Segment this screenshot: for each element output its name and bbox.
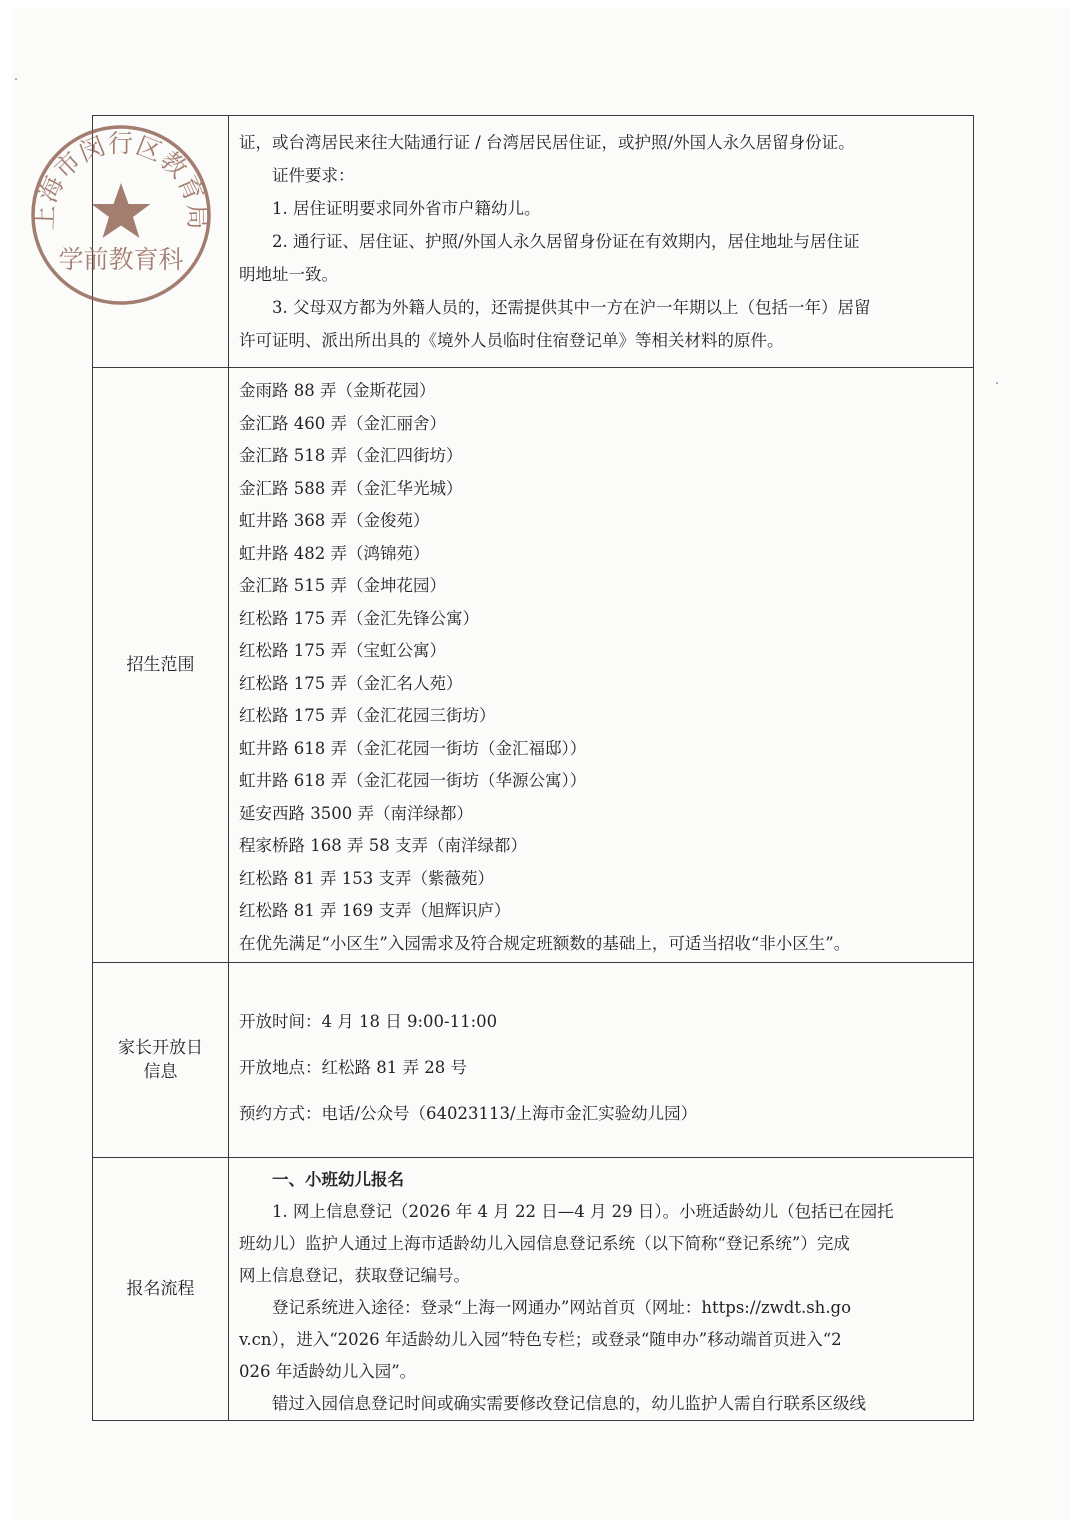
text-line: 证件要求： bbox=[272, 166, 355, 185]
documents-content bbox=[229, 116, 974, 368]
text-line: 2. 通行证、居住证、护照/外国人永久居留身份证在有效期内，居住地址与居住证 bbox=[272, 232, 860, 251]
text-line: 明地址一致。 bbox=[239, 265, 338, 284]
label-line: 信息 bbox=[143, 1062, 178, 1082]
address-line: 虹井路 618 弄（金汇花园一街坊（金汇福邸）） bbox=[239, 738, 587, 758]
table-row-enrollment-scope bbox=[93, 368, 974, 963]
text-line: 登记系统进入途径：登录“上海一网通办”网站首页（网址：https://zwdt.sh.go bbox=[272, 1298, 852, 1317]
text-line: 026 年适龄幼儿入园”。 bbox=[239, 1362, 417, 1381]
booking-method: 预约方式：电话/公众号（64023113/上海市金汇实验幼儿园） bbox=[239, 1104, 698, 1123]
text-line: 1. 居住证明要求同外省市户籍幼儿。 bbox=[272, 199, 541, 218]
text-line: 班幼儿）监护人通过上海市适龄幼儿入园信息登记系统（以下简称“登记系统”）完成 bbox=[239, 1234, 850, 1253]
scan-speck bbox=[996, 382, 998, 384]
address-line: 红松路 175 弄（金汇先锋公寓） bbox=[239, 608, 479, 628]
section-heading: 一、小班幼儿报名 bbox=[272, 1170, 404, 1189]
row-label-enrollment-scope: 招生范围 bbox=[93, 368, 229, 963]
seal-top-text: 上海市闵行区教育局 bbox=[29, 129, 213, 231]
address-line: 金汇路 518 弄（金汇四街坊） bbox=[239, 446, 463, 465]
seal-bottom-text: 学前教育科 bbox=[58, 245, 184, 274]
address-line: 金汇路 460 弄（金汇丽舍） bbox=[239, 413, 446, 433]
text-line: 证，或台湾居民来往大陆通行证 / 台湾居民居住证，或护照/外国人永久居留身份证。 bbox=[239, 133, 855, 152]
scope-note: 在优先满足“小区生”入园需求及符合规定班额数的基础上，可适当招收“非小区生”。 bbox=[239, 933, 851, 953]
address-line: 金雨路 88 弄（金斯花园） bbox=[239, 381, 436, 400]
open-time: 开放时间：4 月 18 日 9:00-11:00 bbox=[239, 1012, 498, 1031]
registration-content bbox=[229, 1158, 974, 1421]
text-line: 错过入园信息登记时间或确实需要修改登记信息的，幼儿监护人需自行联系区级线 bbox=[272, 1394, 866, 1413]
text-line: 许可证明、派出所出具的《境外人员临时住宿登记单》等相关材料的原件。 bbox=[239, 331, 784, 350]
table-row-open-day bbox=[93, 963, 974, 1158]
text-line: v.cn），进入“2026 年适龄幼儿入园”特色专栏；或登录“随申办”移动端首页进入“2 bbox=[239, 1330, 842, 1349]
address-line: 程家桥路 168 弄 58 支弄（南洋绿都） bbox=[239, 836, 527, 855]
label-line: 家长开放日 bbox=[118, 1038, 203, 1058]
text-line: 3. 父母双方都为外籍人员的，还需提供其中一方在沪一年期以上（包括一年）居留 bbox=[272, 298, 871, 317]
row-label-registration: 报名流程 bbox=[93, 1158, 229, 1421]
open-day-content bbox=[229, 963, 974, 1158]
row-label-empty bbox=[93, 116, 229, 368]
address-line: 虹井路 618 弄（金汇花园一街坊（华源公寓）） bbox=[239, 771, 587, 790]
address-line: 红松路 175 弄（金汇花园三街坊） bbox=[239, 706, 496, 725]
address-line: 红松路 81 弄 153 支弄（紫薇苑） bbox=[239, 868, 494, 888]
address-line: 红松路 175 弄（金汇名人苑） bbox=[239, 673, 463, 693]
text-line: 网上信息登记，获取登记编号。 bbox=[239, 1266, 470, 1285]
admission-info-table bbox=[92, 115, 974, 1421]
address-line: 延安西路 3500 弄（南洋绿都） bbox=[239, 803, 473, 823]
scan-speck bbox=[15, 78, 17, 80]
table-row-documents bbox=[93, 116, 974, 368]
row-label-open-day bbox=[93, 963, 229, 1158]
address-line: 金汇路 515 弄（金坤花园） bbox=[239, 576, 446, 595]
address-line: 虹井路 482 弄（鸿锦苑） bbox=[239, 543, 430, 563]
table-row-registration bbox=[93, 1158, 974, 1421]
address-line: 红松路 81 弄 169 支弄（旭辉识庐） bbox=[239, 901, 511, 920]
address-line: 红松路 175 弄（宝虹公寓） bbox=[239, 641, 446, 660]
address-line: 虹井路 368 弄（金俊苑） bbox=[239, 511, 430, 530]
open-location: 开放地点：红松路 81 弄 28 号 bbox=[239, 1058, 467, 1077]
text-line: 1. 网上信息登记（2026 年 4 月 22 日—4 月 29 日）。小班适龄幼儿（包括已在园托 bbox=[272, 1202, 894, 1221]
enrollment-scope-content bbox=[229, 368, 974, 963]
address-line: 金汇路 588 弄（金汇华光城） bbox=[239, 478, 463, 498]
